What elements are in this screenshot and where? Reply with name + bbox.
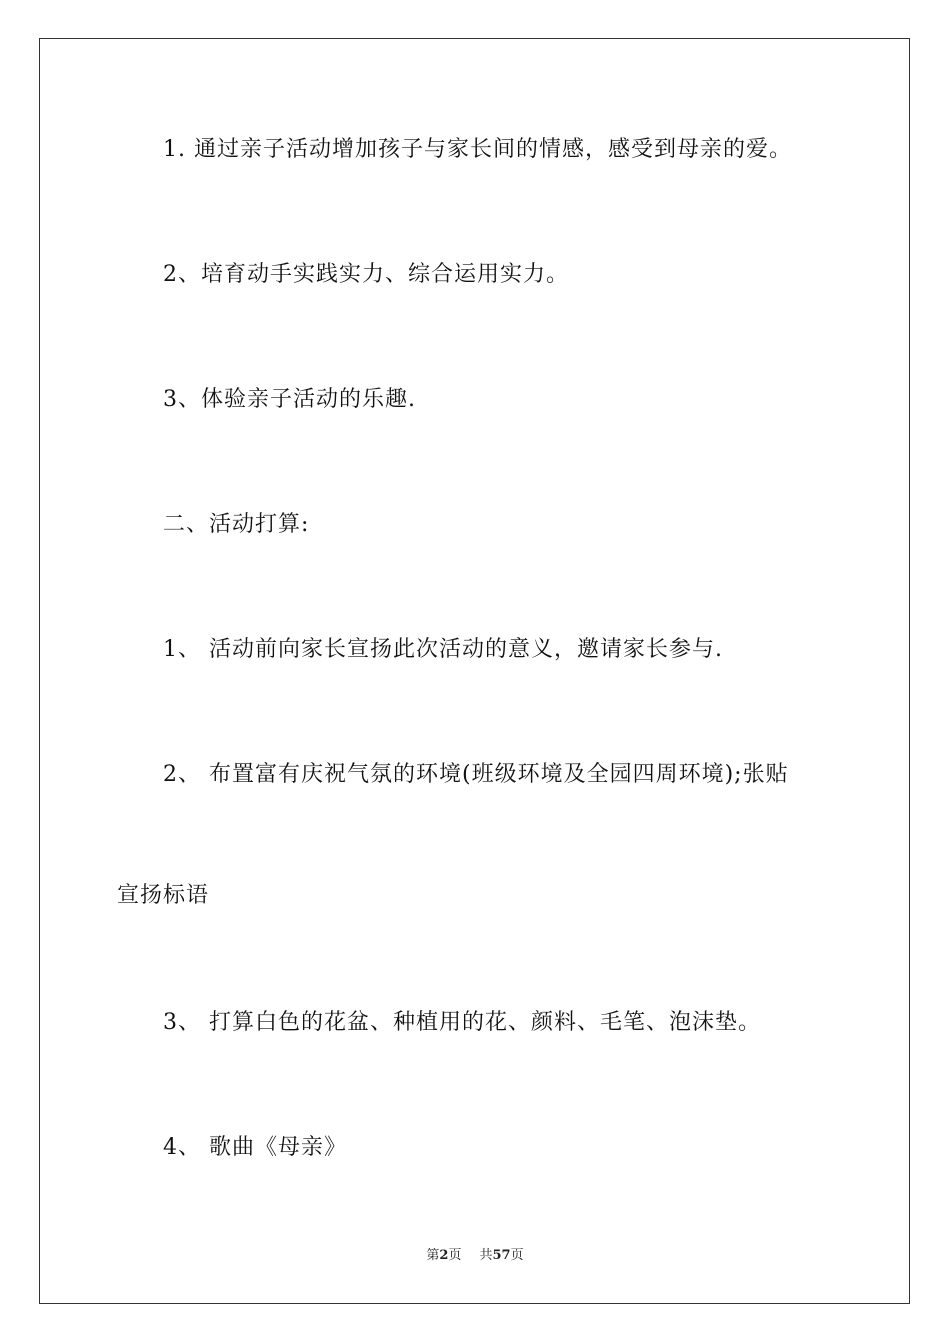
footer-current-page: 2	[439, 1248, 449, 1263]
footer-total-unit: 页	[510, 1248, 524, 1263]
paragraph-goal-2: 2、培育动手实践实力、综合运用实力。	[163, 262, 569, 287]
page-frame	[39, 38, 910, 1304]
paragraph-prep-4: 4、 歌曲《母亲》	[163, 1135, 347, 1160]
paragraph-prep-2: 2、 布置富有庆祝气氛的环境(班级环境及全园四周环境);张贴	[163, 762, 789, 787]
paragraph-prep-3: 3、 打算白色的花盆、种植用的花、颜料、毛笔、泡沫垫。	[163, 1010, 761, 1035]
section-heading-preparation: 二、活动打算:	[163, 512, 310, 537]
footer-page-unit: 页	[448, 1248, 462, 1263]
page-footer	[0, 1247, 950, 1265]
footer-prefix: 第	[426, 1248, 440, 1263]
paragraph-prep-2-continued: 宣扬标语	[117, 883, 210, 908]
footer-total-pages: 57	[492, 1248, 511, 1263]
paragraph-goal-3: 3、体验亲子活动的乐趣.	[163, 387, 416, 412]
paragraph-prep-1: 1、 活动前向家长宣扬此次活动的意义，邀请家长参与.	[163, 637, 723, 662]
footer-total-prefix: 共	[479, 1248, 493, 1263]
paragraph-goal-1: 1. 通过亲子活动增加孩子与家长间的情感，感受到母亲的爱。	[163, 137, 792, 162]
